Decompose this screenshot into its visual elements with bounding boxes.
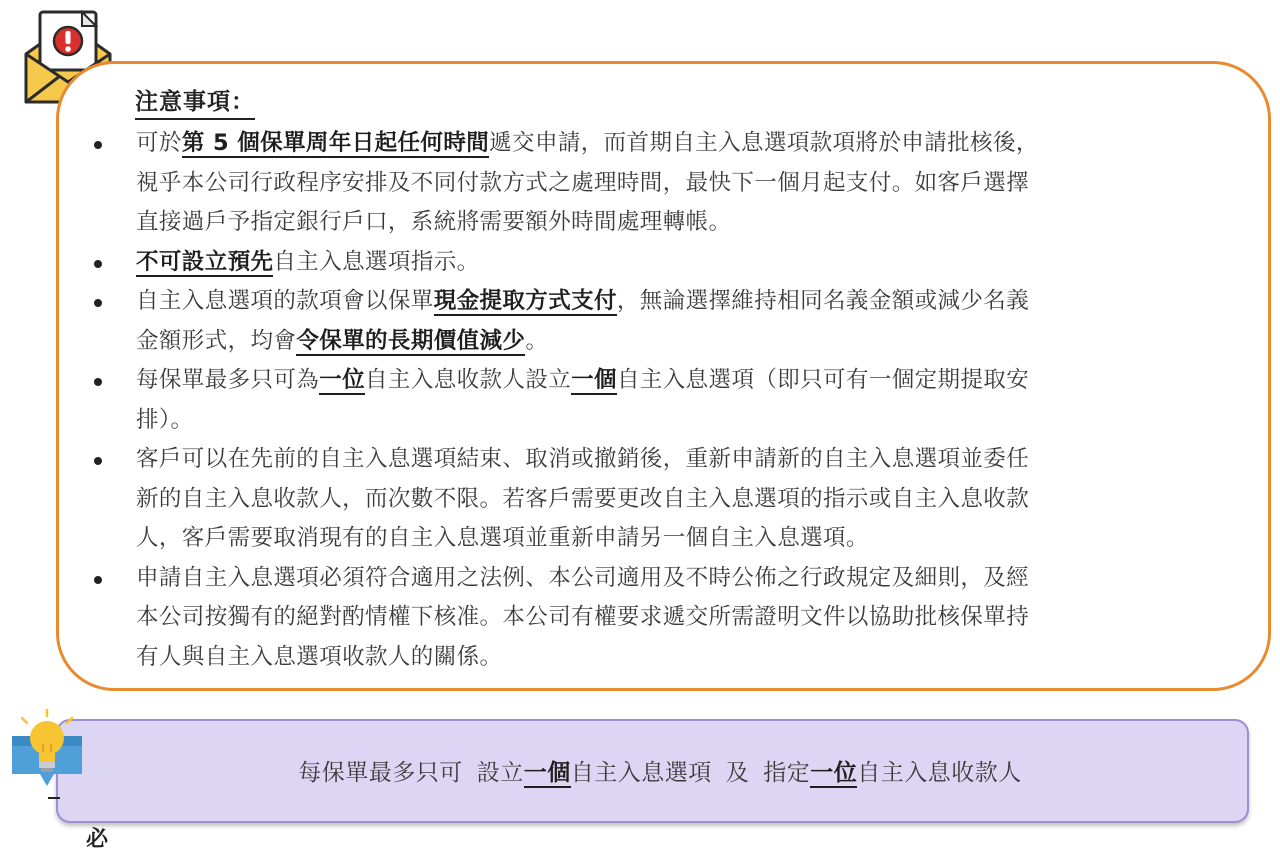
summary-segment: 自主入息收款人	[857, 760, 1022, 786]
cropped-heading-fragment: 必	[86, 827, 109, 852]
note-highlight: 現金提取方式支付	[433, 288, 617, 314]
note-text: 排）。	[136, 406, 194, 433]
note-text: 人，客戶需要取消現有的自主入息選項並重新申請另一個自主入息選項。	[136, 525, 869, 551]
note-highlight: 第 5 個保單周年日起任何時間	[181, 130, 490, 156]
summary-segment: 設立	[476, 760, 524, 786]
note-item	[80, 282, 1250, 361]
note-text: 金額形式，均會	[136, 327, 297, 354]
summary-text	[0, 755, 1280, 791]
bullet-icon	[94, 457, 102, 465]
summary-segment: 每保單最多只可	[298, 760, 463, 786]
note-text: 。	[525, 327, 549, 354]
divider	[48, 797, 60, 799]
note-text: 自主入息選項（即只可有一個定期提取安	[616, 367, 1030, 393]
note-text: 客戶可以在先前的自主入息選項結束、取消或撤銷後，重新申請新的自主入息選項並委任	[136, 446, 1030, 472]
bullet-icon	[94, 576, 102, 584]
note-text: 申請自主入息選項必須符合適用之法例、本公司適用及不時公佈之行政規定及細則，及經	[136, 564, 1030, 591]
bullet-icon	[94, 141, 102, 149]
notes-list	[80, 124, 1250, 677]
note-highlight: 令保單的長期價值減少	[296, 327, 526, 354]
note-text: 本公司按獨有的絕對酌情權下核准。本公司有權要求遞交所需證明文件以協助批核保單持	[136, 604, 1030, 630]
note-text: 直接過戶予指定銀行戶口，系統將需要額外時間處理轉帳。	[136, 209, 732, 235]
summary-highlight: 一個	[523, 760, 571, 786]
note-item	[80, 361, 1250, 440]
note-item	[80, 124, 1250, 243]
notes-title: 注意事項：	[135, 87, 255, 120]
summary-segment: 自主入息選項	[570, 760, 712, 786]
bullet-icon	[94, 378, 102, 386]
bullet-icon	[94, 299, 102, 307]
note-text: 新的自主入息收款人，而次數不限。若客戶需要更改自主入息選項的指示或自主入息收款	[136, 485, 1030, 512]
summary-segment: 指定	[763, 760, 811, 786]
note-text: 有人與自主入息選項收款人的關係。	[136, 643, 503, 670]
note-highlight: 不可設立預先	[136, 248, 274, 275]
summary-segment: 及	[725, 760, 750, 786]
note-text: 可於	[136, 130, 182, 156]
note-item	[80, 440, 1250, 559]
note-text: ，無論選擇維持相同名義金額或減少名義	[616, 288, 1030, 314]
note-item	[80, 559, 1250, 678]
note-text: 遞交申請，而首期自主入息選項款項將於申請批核後，	[489, 130, 1039, 156]
note-text: 每保單最多只可為	[136, 367, 320, 393]
note-text: 自主入息選項的款項會以保單	[136, 288, 434, 314]
note-text: 視乎本公司行政程序安排及不同付款方式之處理時間，最快下一個月起支付。如客戶選擇	[136, 169, 1030, 196]
note-item	[80, 243, 1250, 283]
note-text: 自主入息選項指示。	[273, 248, 480, 275]
note-highlight: 一個	[571, 367, 617, 393]
note-highlight: 一位	[319, 367, 366, 393]
bullet-icon	[94, 260, 102, 268]
note-text: 自主入息收款人設立	[365, 367, 572, 393]
summary-highlight: 一位	[810, 760, 858, 786]
